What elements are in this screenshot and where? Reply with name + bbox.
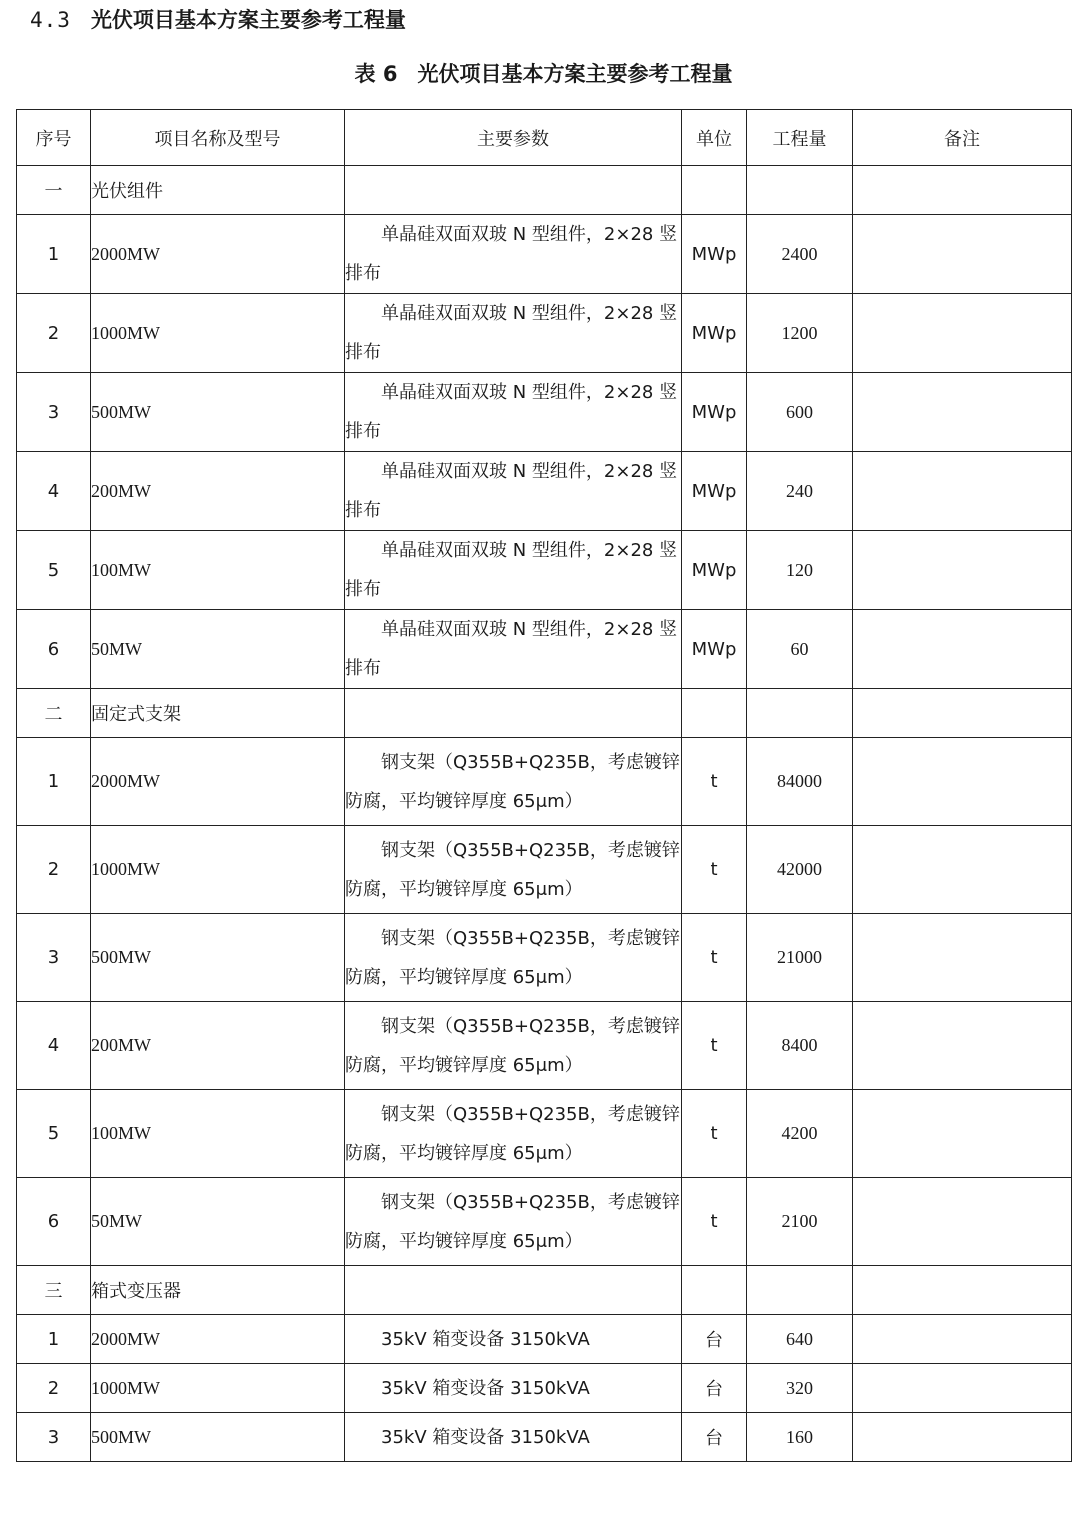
section-row-no: 三: [17, 1266, 91, 1315]
row-unit: MWp: [682, 294, 747, 373]
table-row: [17, 1002, 1072, 1090]
row-unit: MWp: [682, 531, 747, 610]
header-unit: 单位: [682, 110, 747, 166]
row-param: 35kV 箱变设备 3150kVA: [345, 1413, 682, 1462]
row-note: [853, 610, 1072, 689]
row-param: 35kV 箱变设备 3150kVA: [345, 1315, 682, 1364]
section-row-unit: [682, 689, 747, 738]
row-name: 1000MW: [91, 1364, 345, 1413]
row-unit: 台: [682, 1315, 747, 1364]
section-row: [17, 166, 1072, 215]
section-row-name: 箱式变压器: [91, 1266, 345, 1315]
section-row-note: [853, 689, 1072, 738]
row-qty: 640: [747, 1315, 853, 1364]
row-no: 1: [17, 215, 91, 294]
header-note: 备注: [853, 110, 1072, 166]
row-qty: 21000: [747, 914, 853, 1002]
row-unit: 台: [682, 1413, 747, 1462]
row-note: [853, 826, 1072, 914]
section-row-unit: [682, 166, 747, 215]
row-unit: t: [682, 1090, 747, 1178]
row-param: 钢支架（Q355B+Q235B，考虑镀锌防腐，平均镀锌厚度 65μm）: [345, 1178, 682, 1266]
row-param: 单晶硅双面双玻 N 型组件，2×28 竖排布: [345, 452, 682, 531]
row-param: 单晶硅双面双玻 N 型组件，2×28 竖排布: [345, 215, 682, 294]
table-row: [17, 1413, 1072, 1462]
table-label: 表 6: [354, 62, 398, 86]
table-row: [17, 373, 1072, 452]
row-unit: t: [682, 1002, 747, 1090]
row-param: 35kV 箱变设备 3150kVA: [345, 1364, 682, 1413]
row-unit: MWp: [682, 215, 747, 294]
row-name: 2000MW: [91, 738, 345, 826]
row-note: [853, 531, 1072, 610]
row-qty: 2400: [747, 215, 853, 294]
row-no: 4: [17, 1002, 91, 1090]
section-row-unit: [682, 1266, 747, 1315]
row-unit: t: [682, 738, 747, 826]
row-unit: 台: [682, 1364, 747, 1413]
row-qty: 160: [747, 1413, 853, 1462]
row-unit: t: [682, 914, 747, 1002]
row-name: 200MW: [91, 1002, 345, 1090]
row-no: 1: [17, 1315, 91, 1364]
table-caption: [0, 57, 1087, 91]
table-row: [17, 531, 1072, 610]
table-row: [17, 738, 1072, 826]
table-row: [17, 452, 1072, 531]
table-row: [17, 610, 1072, 689]
section-row-qty: [747, 689, 853, 738]
row-note: [853, 1090, 1072, 1178]
row-unit: t: [682, 1178, 747, 1266]
row-no: 2: [17, 1364, 91, 1413]
table-row: [17, 1178, 1072, 1266]
row-note: [853, 1315, 1072, 1364]
row-param: 钢支架（Q355B+Q235B，考虑镀锌防腐，平均镀锌厚度 65μm）: [345, 1002, 682, 1090]
row-qty: 84000: [747, 738, 853, 826]
section-row-name: 固定式支架: [91, 689, 345, 738]
row-no: 3: [17, 914, 91, 1002]
table-title: 光伏项目基本方案主要参考工程量: [417, 62, 733, 86]
row-name: 200MW: [91, 452, 345, 531]
row-qty: 42000: [747, 826, 853, 914]
row-note: [853, 1413, 1072, 1462]
row-qty: 4200: [747, 1090, 853, 1178]
section-row-qty: [747, 1266, 853, 1315]
row-qty: 120: [747, 531, 853, 610]
row-no: 2: [17, 826, 91, 914]
row-no: 4: [17, 452, 91, 531]
section-row-no: 一: [17, 166, 91, 215]
header-qty: 工程量: [747, 110, 853, 166]
row-name: 500MW: [91, 373, 345, 452]
row-no: 6: [17, 1178, 91, 1266]
row-name: 100MW: [91, 1090, 345, 1178]
row-name: 2000MW: [91, 215, 345, 294]
row-qty: 600: [747, 373, 853, 452]
section-row-qty: [747, 166, 853, 215]
table-row: [17, 826, 1072, 914]
row-no: 3: [17, 1413, 91, 1462]
section-row: [17, 1266, 1072, 1315]
row-note: [853, 294, 1072, 373]
section-title: 光伏项目基本方案主要参考工程量: [90, 8, 406, 32]
row-qty: 320: [747, 1364, 853, 1413]
section-heading: [30, 2, 406, 38]
row-param: 钢支架（Q355B+Q235B，考虑镀锌防腐，平均镀锌厚度 65μm）: [345, 1090, 682, 1178]
row-unit: MWp: [682, 452, 747, 531]
row-param: 钢支架（Q355B+Q235B，考虑镀锌防腐，平均镀锌厚度 65μm）: [345, 826, 682, 914]
table-row: [17, 1315, 1072, 1364]
table-row: [17, 215, 1072, 294]
row-param: 单晶硅双面双玻 N 型组件，2×28 竖排布: [345, 610, 682, 689]
row-name: 1000MW: [91, 294, 345, 373]
row-qty: 2100: [747, 1178, 853, 1266]
row-no: 3: [17, 373, 91, 452]
row-note: [853, 452, 1072, 531]
row-note: [853, 738, 1072, 826]
section-number: 4.3: [30, 8, 71, 32]
header-no: 序号: [17, 110, 91, 166]
table-header-row: [17, 110, 1072, 166]
row-name: 1000MW: [91, 826, 345, 914]
section-row-note: [853, 1266, 1072, 1315]
table-row: [17, 1364, 1072, 1413]
row-param: 单晶硅双面双玻 N 型组件，2×28 竖排布: [345, 531, 682, 610]
row-param: 单晶硅双面双玻 N 型组件，2×28 竖排布: [345, 294, 682, 373]
section-row-param: [345, 166, 682, 215]
row-name: 50MW: [91, 610, 345, 689]
row-no: 1: [17, 738, 91, 826]
row-name: 500MW: [91, 914, 345, 1002]
row-qty: 1200: [747, 294, 853, 373]
header-name: 项目名称及型号: [91, 110, 345, 166]
row-unit: MWp: [682, 610, 747, 689]
row-note: [853, 1002, 1072, 1090]
row-name: 100MW: [91, 531, 345, 610]
row-qty: 240: [747, 452, 853, 531]
row-no: 5: [17, 531, 91, 610]
row-note: [853, 373, 1072, 452]
table-body: [17, 166, 1072, 1462]
table-row: [17, 1090, 1072, 1178]
section-row: [17, 689, 1072, 738]
row-note: [853, 1178, 1072, 1266]
row-note: [853, 215, 1072, 294]
header-param: 主要参数: [345, 110, 682, 166]
section-row-note: [853, 166, 1072, 215]
row-param: 钢支架（Q355B+Q235B，考虑镀锌防腐，平均镀锌厚度 65μm）: [345, 914, 682, 1002]
row-param: 钢支架（Q355B+Q235B，考虑镀锌防腐，平均镀锌厚度 65μm）: [345, 738, 682, 826]
row-unit: MWp: [682, 373, 747, 452]
row-unit: t: [682, 826, 747, 914]
row-name: 50MW: [91, 1178, 345, 1266]
section-row-name: 光伏组件: [91, 166, 345, 215]
row-name: 2000MW: [91, 1315, 345, 1364]
row-note: [853, 1364, 1072, 1413]
row-name: 500MW: [91, 1413, 345, 1462]
row-qty: 8400: [747, 1002, 853, 1090]
row-qty: 60: [747, 610, 853, 689]
row-no: 2: [17, 294, 91, 373]
row-no: 6: [17, 610, 91, 689]
quantities-table: [16, 109, 1072, 1462]
row-note: [853, 914, 1072, 1002]
table-row: [17, 914, 1072, 1002]
section-row-param: [345, 1266, 682, 1315]
row-param: 单晶硅双面双玻 N 型组件，2×28 竖排布: [345, 373, 682, 452]
section-row-param: [345, 689, 682, 738]
section-row-no: 二: [17, 689, 91, 738]
row-no: 5: [17, 1090, 91, 1178]
table-row: [17, 294, 1072, 373]
